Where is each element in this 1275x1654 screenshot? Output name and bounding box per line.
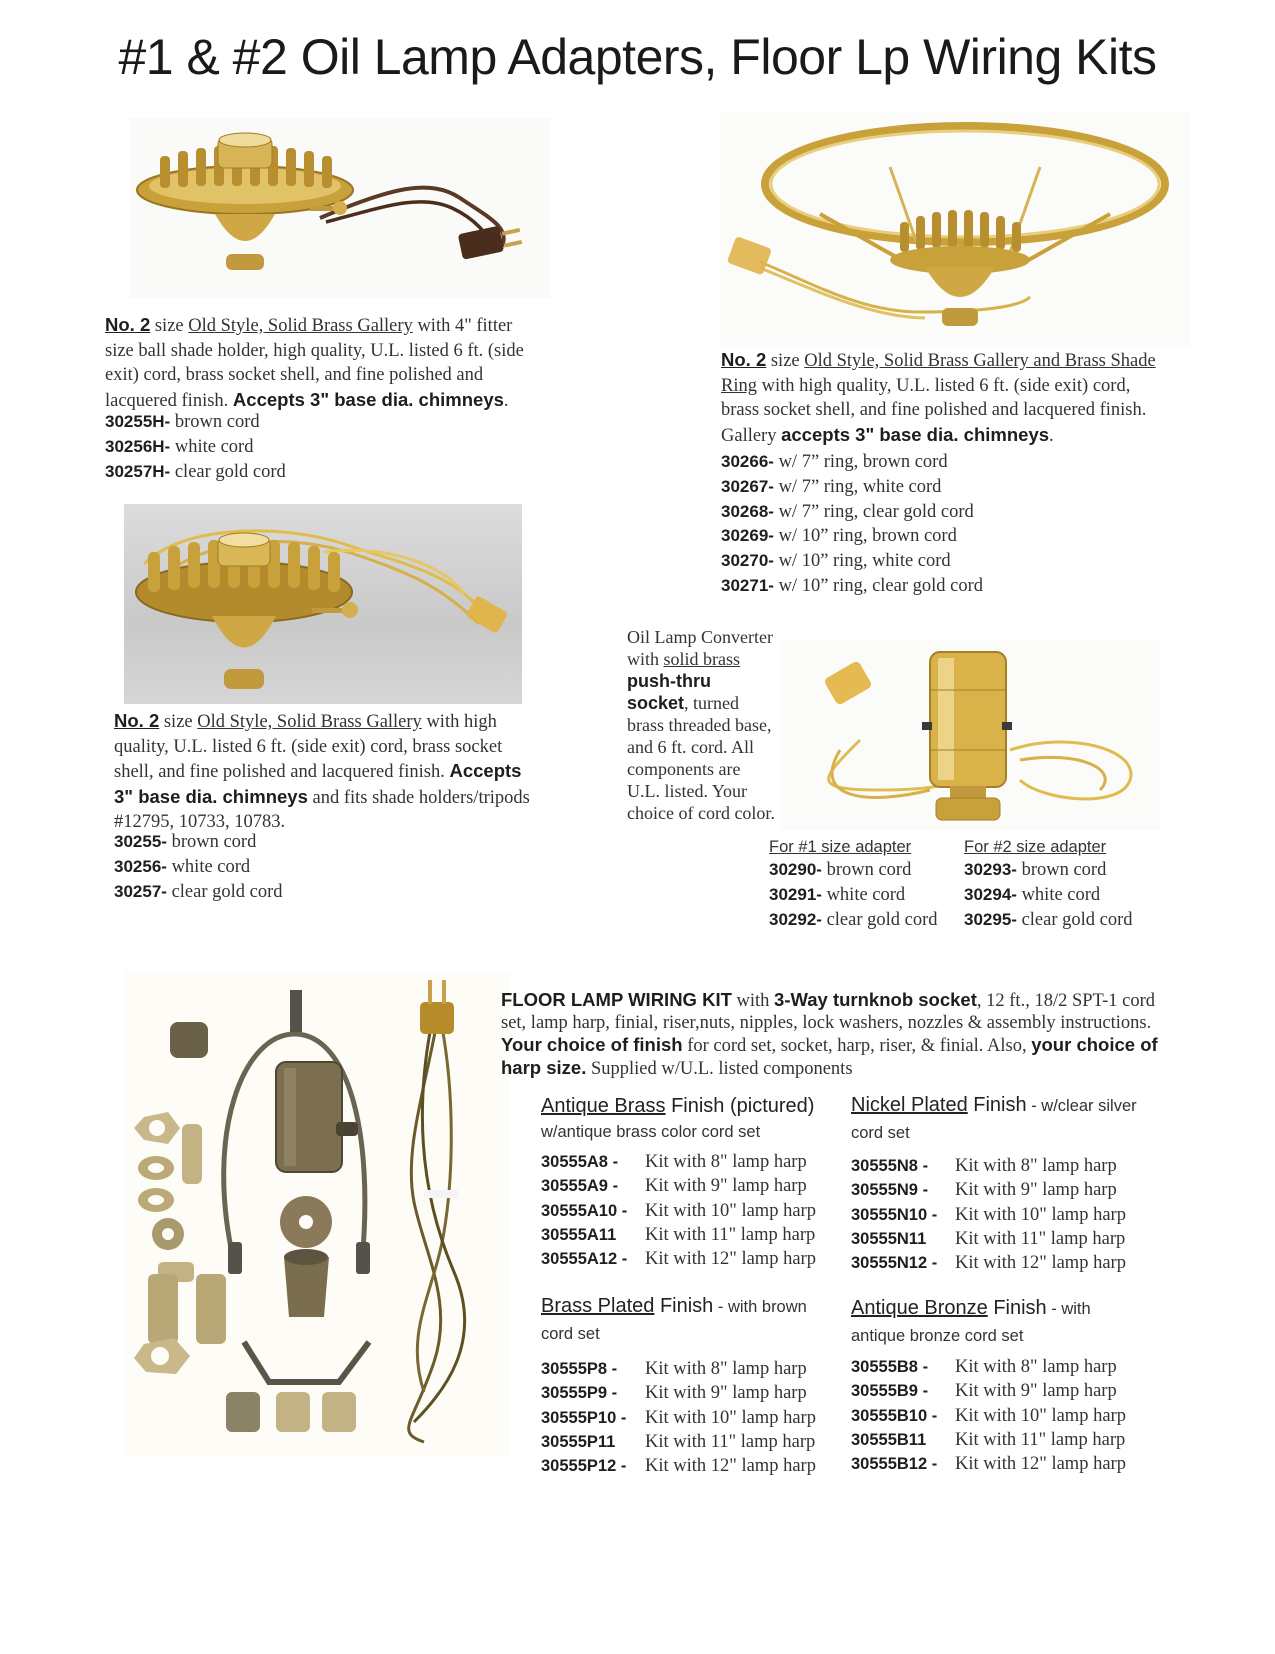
list-item: 30294- white cord bbox=[964, 884, 1101, 905]
list-item: 30266- w/ 7” ring, brown cord bbox=[721, 452, 948, 472]
list-item: 30270- w/ 10” ring, white cord bbox=[721, 551, 951, 572]
finish-subtitle: - w/clear silver cord set bbox=[851, 1097, 1137, 1142]
table-row: 30555B12 - Kit with 12" lamp harp bbox=[851, 1454, 1126, 1475]
table-row: 30555B8 - Kit with 8" lamp harp bbox=[851, 1357, 1117, 1377]
table-row: 30555A11 Kit with 11" lamp harp bbox=[541, 1224, 816, 1245]
table-row: 30555P9 - Kit with 9" lamp harp bbox=[541, 1383, 807, 1404]
list-item: 30269- w/ 10” ring, brown cord bbox=[721, 526, 957, 547]
table-row: 30555P12 - Kit with 12" lamp harp bbox=[541, 1456, 816, 1477]
sku-list-30255H bbox=[105, 410, 286, 484]
floor-kit-description: FLOOR LAMP WIRING KIT with 3-Way turnknob socket, 12 ft., 18/2 SPT-1 cord set, lamp harp, finial, riser,nuts, nipples, lock washers, nozzles & assembly instructions. Your choice of finish for cord set, socket, harp, riser, & finial. Also, your choice of harp size. Supplied w/U.L. listed components bbox=[501, 989, 1158, 1079]
table-row: 30555N8 - Kit with 8" lamp harp bbox=[851, 1156, 1117, 1176]
table-row: 30555N9 - Kit with 9" lamp harp bbox=[851, 1180, 1117, 1201]
size-label: No. 2 bbox=[114, 710, 160, 731]
table-row: 30555A12 - Kit with 12" lamp harp bbox=[541, 1249, 816, 1270]
finish-brass-plated bbox=[541, 1293, 831, 1478]
product-image-floor-lamp-kit bbox=[124, 972, 510, 1456]
sku-list-size-1 bbox=[769, 836, 938, 932]
finish-subtitle: w/antique brass color cord set bbox=[541, 1123, 761, 1141]
product-link-text: Old Style, Solid Brass Gallery bbox=[197, 712, 422, 732]
finish-nickel-plated bbox=[851, 1092, 1141, 1275]
table-row: 30555P8 - Kit with 8" lamp harp bbox=[541, 1359, 807, 1379]
table-row: 30555P11 Kit with 11" lamp harp bbox=[541, 1431, 816, 1452]
column-header: For #1 size adapter bbox=[769, 838, 912, 856]
size-label: No. 2 bbox=[721, 349, 767, 370]
product-link-text: Old Style, Solid Brass Gallery and Brass Shade Ring bbox=[721, 351, 1156, 396]
list-item: 30267- w/ 7” ring, white cord bbox=[721, 476, 942, 497]
sku-list-30255 bbox=[114, 830, 283, 904]
table-row: 30555P10 - Kit with 10" lamp harp bbox=[541, 1407, 816, 1428]
list-item: 30271- w/ 10” ring, clear gold cord bbox=[721, 575, 984, 596]
table-row: 30555B11 Kit with 11" lamp harp bbox=[851, 1429, 1126, 1450]
table-row: 30555A8 - Kit with 8" lamp harp bbox=[541, 1152, 807, 1172]
list-item: 30291- white cord bbox=[769, 884, 906, 905]
product-link-text: solid brass bbox=[663, 649, 741, 669]
product-image-gallery-brown-cord bbox=[130, 118, 550, 298]
product-description-30255: No. 2 size Old Style, Solid Brass Gallery with high quality, U.L. listed 6 ft. (side exit) cord, brass socket shell, and fine polished and lacquered finish. Accepts 3" base dia. chimneys and fits shade holders/tripods #12795, 10733, 10783. bbox=[114, 710, 530, 832]
finish-antique-brass bbox=[541, 1092, 831, 1271]
product-image-gallery-gold-cord bbox=[124, 504, 522, 704]
table-row: 30555A10 - Kit with 10" lamp harp bbox=[541, 1200, 816, 1221]
finish-title: Antique Brass Finish (pictured) bbox=[541, 1095, 815, 1117]
page-title: #1 & #2 Oil Lamp Adapters, Floor Lp Wiring Kits bbox=[118, 29, 1157, 85]
list-item: 30293- brown cord bbox=[964, 860, 1107, 880]
list-item: 30268- w/ 7” ring, clear gold cord bbox=[721, 501, 974, 522]
table-row: 30555B10 - Kit with 10" lamp harp bbox=[851, 1405, 1126, 1426]
size-label: No. 2 bbox=[105, 314, 151, 335]
list-item: 30257H- clear gold cord bbox=[105, 461, 286, 482]
finish-title: Nickel Plated Finish - w/clear silver cord set bbox=[851, 1094, 1137, 1142]
finish-title: Antique Bronze Finish - with antique bronze cord set bbox=[851, 1297, 1091, 1345]
sku-list-size-2 bbox=[964, 836, 1133, 932]
list-item: 30255- brown cord bbox=[114, 832, 257, 852]
list-item: 30290- brown cord bbox=[769, 860, 912, 880]
product-image-gallery-shade-ring bbox=[720, 112, 1190, 347]
finish-title: Brass Plated Finish - with brown cord set bbox=[541, 1295, 807, 1343]
list-item: 30256- white cord bbox=[114, 856, 251, 877]
table-row: 30555N12 - Kit with 12" lamp harp bbox=[851, 1253, 1126, 1274]
finish-subtitle: - with brown cord set bbox=[541, 1298, 807, 1343]
sku-list-30266 bbox=[721, 450, 983, 599]
list-item: 30255H- brown cord bbox=[105, 412, 260, 432]
product-description-30255H: No. 2 size Old Style, Solid Brass Gallery with 4" fitter size ball shade holder, high quality, U.L. listed 6 ft. (side exit) cord, brass socket shell, and fine polished and lacquered finish. Accepts 3" base dia. chimneys. bbox=[105, 314, 524, 411]
table-row: 30555N11 Kit with 11" lamp harp bbox=[851, 1228, 1126, 1249]
column-header: For #2 size adapter bbox=[964, 838, 1107, 856]
list-item: 30292- clear gold cord bbox=[769, 909, 938, 930]
product-image-push-thru-socket bbox=[780, 640, 1160, 830]
list-item: 30256H- white cord bbox=[105, 436, 254, 457]
product-description-30266: No. 2 size Old Style, Solid Brass Gallery and Brass Shade Ring with high quality, U.L. listed 6 ft. (side exit) cord, brass socket shell, and fine polished and lacquered finish. Gallery accepts 3" base dia. chimneys. bbox=[721, 349, 1156, 446]
floor-kit-name: FLOOR LAMP WIRING KIT bbox=[501, 989, 732, 1010]
product-link-text: Old Style, Solid Brass Gallery bbox=[188, 316, 413, 336]
finish-antique-bronze bbox=[851, 1295, 1141, 1476]
product-description-converter: Oil Lamp Converter with solid brass push-thru socket, turned brass threaded base, and 6 ft. cord. All components are U.L. listed. Your choice of cord color. bbox=[627, 627, 775, 823]
table-row: 30555A9 - Kit with 9" lamp harp bbox=[541, 1176, 807, 1197]
table-row: 30555B9 - Kit with 9" lamp harp bbox=[851, 1381, 1117, 1402]
table-row: 30555N10 - Kit with 10" lamp harp bbox=[851, 1204, 1126, 1225]
finish-subtitle: - with antique bronze cord set bbox=[851, 1300, 1091, 1345]
list-item: 30295- clear gold cord bbox=[964, 909, 1133, 930]
list-item: 30257- clear gold cord bbox=[114, 881, 283, 902]
